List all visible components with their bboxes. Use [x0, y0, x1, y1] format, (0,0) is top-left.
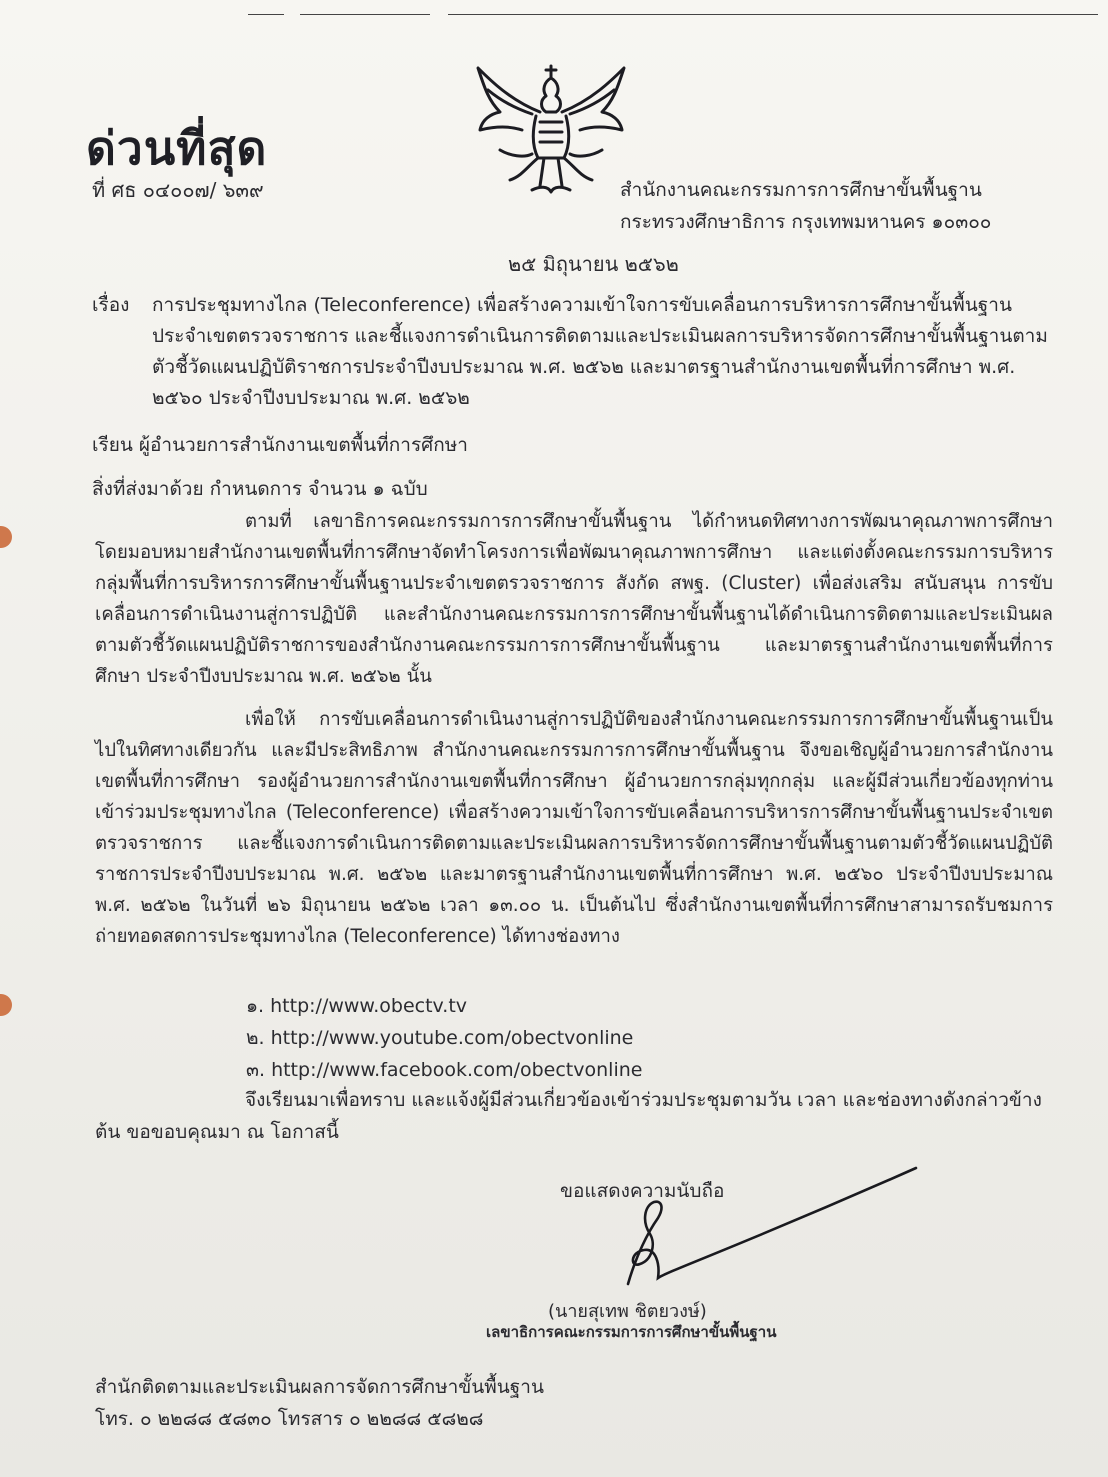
regards-line: ขอแสดงความนับถือ: [560, 1180, 725, 1202]
top-rule: [300, 14, 430, 15]
subject-block: [92, 290, 1052, 414]
document-date: ๒๕ มิถุนายน ๒๕๖๒: [508, 252, 679, 276]
channel-link: ๓. http://www.facebook.com/obectvonline: [246, 1059, 643, 1081]
signer-position: เลขาธิการคณะกรรมการการศึกษาขั้นพื้นฐาน: [486, 1323, 777, 1341]
footer-department: สำนักติดตามและประเมินผลการจัดการศึกษาขั้นพื้นฐาน: [95, 1376, 544, 1398]
document-number: ที่ ศธ ๐๔๐๐๗/ ๖๓๙: [92, 178, 264, 202]
top-rule: [448, 14, 1098, 15]
signer-name: (นายสุเทพ ชิตยวงษ์): [548, 1301, 707, 1322]
punch-hole: [0, 994, 12, 1016]
urgency-heading: ด่วนที่สุด: [86, 121, 268, 175]
enclosure-line: สิ่งที่ส่งมาด้วย กำหนดการ จำนวน ๑ ฉบับ: [92, 478, 428, 500]
recipient-line: เรียน ผู้อำนวยการสำนักงานเขตพื้นที่การศึกษา: [92, 434, 468, 456]
channel-link: ๑. http://www.obectv.tv: [246, 995, 468, 1017]
office-name: สำนักงานคณะกรรมการการศึกษาขั้นพื้นฐาน: [620, 179, 982, 201]
body-paragraph-1: [95, 506, 1053, 692]
subject-text: การประชุมทางไกล (Teleconference) เพื่อสร้างความเข้าใจการขับเคลื่อนการบริหารการศึกษาขั้นพื้นฐานประจำเขตตรวจราชการ และชี้แจงการดำเนินการติดตามและประเมินผลการบริหารจัดการศึกษาขั้นพื้นฐานตามตัวชี้วัดแผนปฏิบัติราชการประจำปีงบประมาณ พ.ศ. ๒๕๖๒ และมาตรฐานสำนักงานเขตพื้นที่การศึกษา พ.ศ. ๒๕๖๐ ประจำปีงบประมาณ พ.ศ. ๒๕๖๒: [152, 294, 1048, 409]
office-address: กระทรวงศึกษาธิการ กรุงเทพมหานคร ๑๐๓๐๐: [620, 211, 992, 233]
body-paragraph-2: [95, 704, 1053, 952]
subject-label: เรื่อง: [92, 294, 130, 316]
paragraph-1-text: ตามที่ เลขาธิการคณะกรรมการการศึกษาขั้นพื้นฐาน ได้กำหนดทิศทางการพัฒนาคุณภาพการศึกษา โดยมอบหมายสำนักงานเขตพื้นที่การศึกษาจัดทำโครงการเพื่อพัฒนาคุณภาพการศึกษา และแต่งตั้งคณะกรรมการบริหารกลุ่มพื้นที่การบริหารการศึกษาขั้นพื้นฐานประจำเขตตรวจราชการ สังกัด สพฐ. (Cluster) เพื่อส่งเสริม สนับสนุน การขับเคลื่อนการดำเนินงานสู่การปฏิบัติ และสำนักงานคณะกรรมการการศึกษาขั้นพื้นฐานได้ดำเนินการติดตามและประเมินผลตามตัวชี้วัดแผนปฏิบัติราชการของสำนักงานคณะกรรมการการศึกษาขั้นพื้นฐาน และมาตรฐานสำนักงานเขตพื้นที่การศึกษา ประจำปีงบประมาณ พ.ศ. ๒๕๖๒ นั้น: [95, 511, 1053, 687]
closing-text: จึงเรียนมาเพื่อทราบ และแจ้งผู้มีส่วนเกี่ยวข้องเข้าร่วมประชุมตามวัน เวลา และช่องทางดังกล่าวข้างต้น ขอขอบคุณมา ณ โอกาสนี้: [95, 1089, 1042, 1143]
channel-link: ๒. http://www.youtube.com/obectvonline: [246, 1027, 634, 1049]
issuing-office: [620, 174, 991, 238]
closing-paragraph: [95, 1084, 1053, 1148]
handwritten-signature: [600, 1160, 930, 1300]
paragraph-2-text: เพื่อให้ การขับเคลื่อนการดำเนินงานสู่การปฏิบัติของสำนักงานคณะกรรมการการศึกษาขั้นพื้นฐานเป็นไปในทิศทางเดียวกัน และมีประสิทธิภาพ สำนักงานคณะกรรมการการศึกษาขั้นพื้นฐาน จึงขอเชิญผู้อำนวยการสำนักงานเขตพื้นที่การศึกษา รองผู้อำนวยการสำนักงานเขตพื้นที่การศึกษา ผู้อำนวยการกลุ่มทุกกลุ่ม และผู้มีส่วนเกี่ยวข้องทุกท่าน เข้าร่วมประชุมทางไกล (Teleconference) เพื่อสร้างความเข้าใจการขับเคลื่อนการบริหารการศึกษาขั้นพื้นฐานประจำเขตตรวจราชการ และชี้แจงการดำเนินการติดตามและประเมินผลการบริหารจัดการศึกษาขั้นพื้นฐานตามตัวชี้วัดแผนปฏิบัติราชการประจำปีงบประมาณ พ.ศ. ๒๕๖๒ และมาตรฐานสำนักงานเขตพื้นที่การศึกษา พ.ศ. ๒๕๖๐ ประจำปีงบประมาณ พ.ศ. ๒๕๖๒ ในวันที่ ๒๖ มิถุนายน ๒๕๖๒ เวลา ๑๓.๐๐ น. เป็นต้นไป ซึ่งสำนักงานเขตพื้นที่การศึกษาสามารถรับชมการถ่ายทอดสดการประชุมทางไกล (Teleconference) ได้ทางช่องทาง: [95, 709, 1053, 947]
footer-contact: โทร. ๐ ๒๒๘๘ ๕๘๓๐ โทรสาร ๐ ๒๒๘๘ ๕๘๒๘: [95, 1408, 484, 1430]
garuda-emblem-icon: [470, 60, 632, 200]
channel-list: [246, 990, 642, 1086]
top-rule: [248, 14, 284, 15]
punch-hole: [0, 526, 12, 548]
